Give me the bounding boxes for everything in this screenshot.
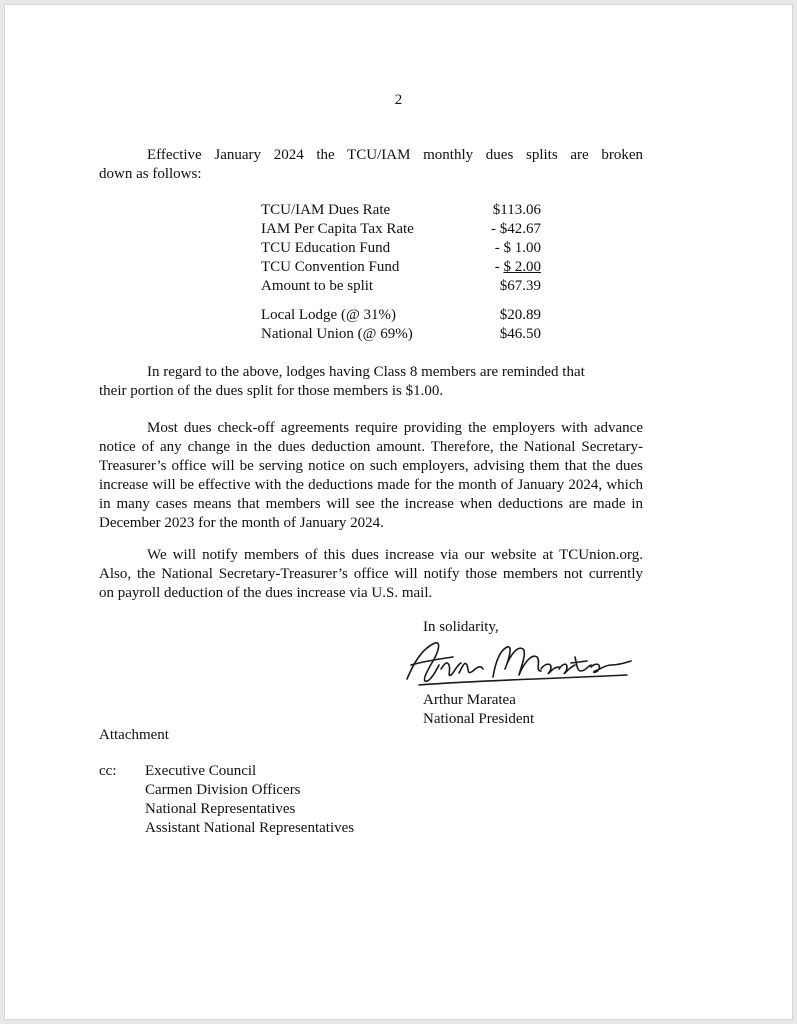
dues-row — [261, 277, 541, 296]
notify-paragraph — [99, 546, 643, 603]
checkoff-line-4: increase will be effective with the deductions made for the month of January 2024, which — [99, 477, 643, 493]
underlined-amount: $ 2.00 — [503, 259, 541, 275]
dues-row-amount: $113.06 — [492, 202, 541, 218]
cc-label: cc: — [99, 763, 117, 779]
dues-row-amount: - $ 1.00 — [494, 240, 541, 256]
split-row-label: Local Lodge (@ 31%) — [261, 307, 397, 323]
cc-recipient: Assistant National Representatives — [145, 820, 355, 836]
cc-recipient: Executive Council — [145, 763, 257, 779]
signatory-title: National President — [423, 711, 535, 727]
cc-recipient: Carmen Division Officers — [145, 782, 301, 798]
dues-row — [261, 258, 541, 277]
class8-line-1: In regard to the above, lodges having Class 8 members are reminded that — [147, 364, 585, 380]
split-row-amount: $46.50 — [499, 326, 541, 342]
checkoff-paragraph — [99, 419, 643, 533]
split-row — [261, 306, 541, 325]
notify-line-2: Also, the National Secretary-Treasurer’s office will notify those members not currently — [99, 566, 643, 582]
table-spacer — [261, 296, 541, 306]
notify-line-1: We will notify members of this dues increase via our website at TCUnion.org. — [147, 547, 643, 563]
dues-split-table — [261, 201, 541, 344]
dues-row-amount — [495, 258, 541, 277]
dues-row-amount: $67.39 — [499, 278, 541, 294]
intro-paragraph — [99, 146, 643, 184]
letter-page — [4, 4, 793, 1020]
class8-line-2: their portion of the dues split for those members is $1.00. — [99, 383, 444, 399]
amount-minus-sign: - — [494, 259, 504, 275]
split-row-label: National Union (@ 69%) — [261, 326, 413, 342]
dues-row-label: TCU/IAM Dues Rate — [261, 202, 391, 218]
checkoff-line-6: December 2023 for the month of January 2024. — [99, 515, 384, 531]
dues-row-label: Amount to be split — [261, 278, 374, 294]
attachment-label: Attachment — [99, 727, 169, 743]
dues-row-amount: - $42.67 — [491, 221, 541, 237]
split-row-amount: $20.89 — [499, 307, 541, 323]
checkoff-line-3: Treasurer’s office will be serving notice on such employers, advising them that the dues — [99, 458, 643, 474]
dues-row-label: IAM Per Capita Tax Rate — [261, 221, 414, 237]
notify-line-3: on payroll deduction of the dues increase via U.S. mail. — [99, 585, 433, 601]
dues-row — [261, 220, 541, 239]
dues-row-label: TCU Education Fund — [261, 240, 391, 256]
checkoff-line-2: notice of any change in the dues deduction amount. Therefore, the National Secretary- — [99, 439, 643, 455]
dues-row — [261, 239, 541, 258]
dues-row — [261, 201, 541, 220]
handwritten-signature — [395, 635, 635, 693]
intro-line-2: down as follows: — [99, 166, 202, 182]
dues-row-label: TCU Convention Fund — [261, 259, 400, 275]
page-number: 2 — [394, 92, 403, 108]
cc-recipient: National Representatives — [145, 801, 296, 817]
split-row — [261, 325, 541, 344]
signatory-name: Arthur Maratea — [423, 692, 516, 708]
closing-salutation: In solidarity, — [423, 619, 499, 635]
checkoff-line-1: Most dues check-off agreements require providing the employers with advance — [147, 420, 643, 436]
cc-list — [145, 762, 354, 838]
class8-paragraph — [99, 363, 643, 401]
intro-line-1: Effective January 2024 the TCU/IAM monthly dues splits are broken — [147, 147, 643, 163]
checkoff-line-5: in many cases means that members will see the increase when deductions are made in — [99, 496, 643, 512]
